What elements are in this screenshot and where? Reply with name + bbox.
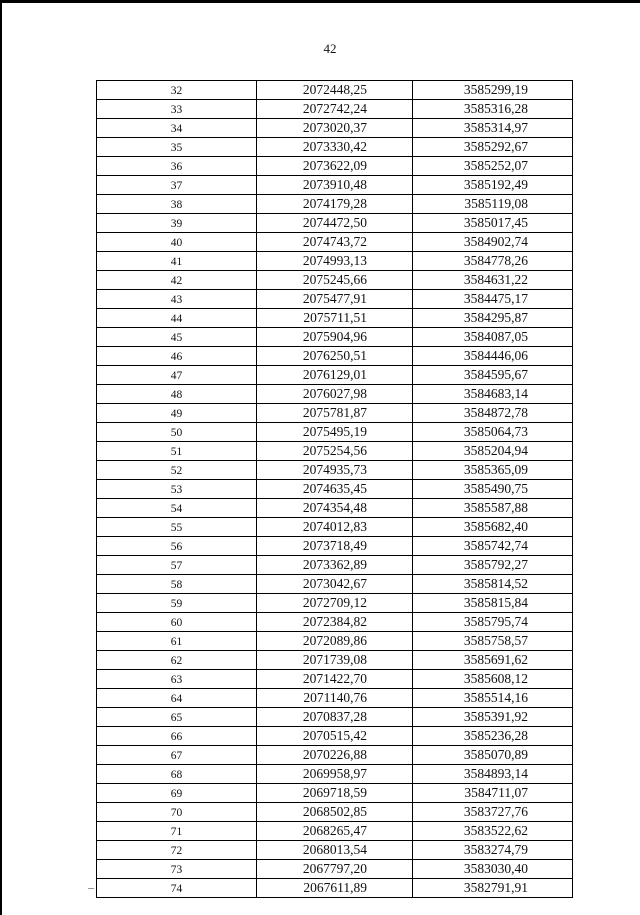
point-number-cell: 57 — [97, 556, 257, 575]
y-coordinate-cell: 3585795,74 — [413, 613, 573, 632]
y-coordinate-cell: 3584711,07 — [413, 784, 573, 803]
table-row — [97, 214, 573, 233]
y-coordinate-cell: 3584595,67 — [413, 366, 573, 385]
x-coordinate-cell: 2071140,76 — [257, 689, 413, 708]
x-coordinate-cell: 2076027,98 — [257, 385, 413, 404]
y-coordinate-cell: 3583274,79 — [413, 841, 573, 860]
y-coordinate-cell: 3585064,73 — [413, 423, 573, 442]
x-coordinate-cell: 2069958,97 — [257, 765, 413, 784]
point-number-cell: 44 — [97, 309, 257, 328]
y-coordinate-cell: 3584893,14 — [413, 765, 573, 784]
x-coordinate-cell: 2076250,51 — [257, 347, 413, 366]
y-coordinate-cell: 3585742,74 — [413, 537, 573, 556]
y-coordinate-cell: 3585316,28 — [413, 100, 573, 119]
table-row — [97, 385, 573, 404]
coordinates-table-body — [97, 81, 573, 898]
x-coordinate-cell: 2070226,88 — [257, 746, 413, 765]
point-number-cell: 35 — [97, 138, 257, 157]
table-row — [97, 366, 573, 385]
x-coordinate-cell: 2073042,67 — [257, 575, 413, 594]
y-coordinate-cell: 3584683,14 — [413, 385, 573, 404]
x-coordinate-cell: 2074472,50 — [257, 214, 413, 233]
point-number-cell: 65 — [97, 708, 257, 727]
table-row — [97, 100, 573, 119]
table-row — [97, 613, 573, 632]
table-row — [97, 841, 573, 860]
point-number-cell: 63 — [97, 670, 257, 689]
point-number-cell: 55 — [97, 518, 257, 537]
point-number-cell: 49 — [97, 404, 257, 423]
x-coordinate-cell: 2074993,13 — [257, 252, 413, 271]
x-coordinate-cell: 2069718,59 — [257, 784, 413, 803]
x-coordinate-cell: 2073718,49 — [257, 537, 413, 556]
table-row — [97, 784, 573, 803]
table-row — [97, 138, 573, 157]
x-coordinate-cell: 2070515,42 — [257, 727, 413, 746]
y-coordinate-cell: 3585608,12 — [413, 670, 573, 689]
scan-mark — [88, 888, 94, 889]
y-coordinate-cell: 3585514,16 — [413, 689, 573, 708]
point-number-cell: 50 — [97, 423, 257, 442]
point-number-cell: 33 — [97, 100, 257, 119]
table-row — [97, 404, 573, 423]
y-coordinate-cell: 3585119,08 — [413, 195, 573, 214]
y-coordinate-cell: 3583727,76 — [413, 803, 573, 822]
point-number-cell: 39 — [97, 214, 257, 233]
x-coordinate-cell: 2075711,51 — [257, 309, 413, 328]
table-row — [97, 442, 573, 461]
scan-top-edge — [0, 0, 640, 3]
table-row — [97, 328, 573, 347]
x-coordinate-cell: 2073622,09 — [257, 157, 413, 176]
table-row — [97, 271, 573, 290]
point-number-cell: 38 — [97, 195, 257, 214]
x-coordinate-cell: 2074012,83 — [257, 518, 413, 537]
y-coordinate-cell: 3585365,09 — [413, 461, 573, 480]
y-coordinate-cell: 3582791,91 — [413, 879, 573, 898]
y-coordinate-cell: 3585391,92 — [413, 708, 573, 727]
point-number-cell: 48 — [97, 385, 257, 404]
point-number-cell: 61 — [97, 632, 257, 651]
point-number-cell: 56 — [97, 537, 257, 556]
table-row — [97, 233, 573, 252]
table-row — [97, 556, 573, 575]
x-coordinate-cell: 2072709,12 — [257, 594, 413, 613]
point-number-cell: 34 — [97, 119, 257, 138]
table-row — [97, 480, 573, 499]
table-row — [97, 252, 573, 271]
point-number-cell: 46 — [97, 347, 257, 366]
y-coordinate-cell: 3585587,88 — [413, 499, 573, 518]
table-row — [97, 594, 573, 613]
table-row — [97, 765, 573, 784]
table-row — [97, 727, 573, 746]
y-coordinate-cell: 3583030,40 — [413, 860, 573, 879]
x-coordinate-cell: 2072384,82 — [257, 613, 413, 632]
x-coordinate-cell: 2072742,24 — [257, 100, 413, 119]
x-coordinate-cell: 2071739,08 — [257, 651, 413, 670]
table-row — [97, 518, 573, 537]
page-number: 42 — [323, 41, 337, 56]
point-number-cell: 71 — [97, 822, 257, 841]
point-number-cell: 47 — [97, 366, 257, 385]
table-row — [97, 860, 573, 879]
point-number-cell: 36 — [97, 157, 257, 176]
x-coordinate-cell: 2073910,48 — [257, 176, 413, 195]
table-row — [97, 157, 573, 176]
table-row — [97, 670, 573, 689]
y-coordinate-cell: 3584778,26 — [413, 252, 573, 271]
point-number-cell: 40 — [97, 233, 257, 252]
x-coordinate-cell: 2068013,54 — [257, 841, 413, 860]
table-row — [97, 822, 573, 841]
y-coordinate-cell: 3585682,40 — [413, 518, 573, 537]
point-number-cell: 74 — [97, 879, 257, 898]
y-coordinate-cell: 3585814,52 — [413, 575, 573, 594]
x-coordinate-cell: 2073362,89 — [257, 556, 413, 575]
point-number-cell: 32 — [97, 81, 257, 100]
point-number-cell: 54 — [97, 499, 257, 518]
y-coordinate-cell: 3585070,89 — [413, 746, 573, 765]
x-coordinate-cell: 2073020,37 — [257, 119, 413, 138]
table-row — [97, 176, 573, 195]
point-number-cell: 45 — [97, 328, 257, 347]
point-number-cell: 67 — [97, 746, 257, 765]
y-coordinate-cell: 3585490,75 — [413, 480, 573, 499]
table-row — [97, 708, 573, 727]
x-coordinate-cell: 2074743,72 — [257, 233, 413, 252]
x-coordinate-cell: 2070837,28 — [257, 708, 413, 727]
y-coordinate-cell: 3584872,78 — [413, 404, 573, 423]
y-coordinate-cell: 3584475,17 — [413, 290, 573, 309]
x-coordinate-cell: 2075477,91 — [257, 290, 413, 309]
point-number-cell: 52 — [97, 461, 257, 480]
point-number-cell: 43 — [97, 290, 257, 309]
y-coordinate-cell: 3585192,49 — [413, 176, 573, 195]
point-number-cell: 53 — [97, 480, 257, 499]
y-coordinate-cell: 3584446,06 — [413, 347, 573, 366]
x-coordinate-cell: 2067611,89 — [257, 879, 413, 898]
point-number-cell: 73 — [97, 860, 257, 879]
x-coordinate-cell: 2075254,56 — [257, 442, 413, 461]
table-row — [97, 81, 573, 100]
point-number-cell: 70 — [97, 803, 257, 822]
point-number-cell: 69 — [97, 784, 257, 803]
table-row — [97, 746, 573, 765]
table-row — [97, 499, 573, 518]
x-coordinate-cell: 2073330,42 — [257, 138, 413, 157]
point-number-cell: 72 — [97, 841, 257, 860]
y-coordinate-cell: 3584295,87 — [413, 309, 573, 328]
x-coordinate-cell: 2075904,96 — [257, 328, 413, 347]
point-number-cell: 42 — [97, 271, 257, 290]
table-row — [97, 347, 573, 366]
table-row — [97, 290, 573, 309]
x-coordinate-cell: 2072448,25 — [257, 81, 413, 100]
y-coordinate-cell: 3584902,74 — [413, 233, 573, 252]
point-number-cell: 68 — [97, 765, 257, 784]
table-row — [97, 575, 573, 594]
y-coordinate-cell: 3585204,94 — [413, 442, 573, 461]
table-row — [97, 879, 573, 898]
x-coordinate-cell: 2071422,70 — [257, 670, 413, 689]
x-coordinate-cell: 2075245,66 — [257, 271, 413, 290]
x-coordinate-cell: 2068265,47 — [257, 822, 413, 841]
x-coordinate-cell: 2067797,20 — [257, 860, 413, 879]
point-number-cell: 58 — [97, 575, 257, 594]
x-coordinate-cell: 2074179,28 — [257, 195, 413, 214]
y-coordinate-cell: 3584631,22 — [413, 271, 573, 290]
y-coordinate-cell: 3585252,07 — [413, 157, 573, 176]
table-row — [97, 803, 573, 822]
x-coordinate-cell: 2075781,87 — [257, 404, 413, 423]
table-row — [97, 537, 573, 556]
y-coordinate-cell: 3585236,28 — [413, 727, 573, 746]
table-row — [97, 423, 573, 442]
table-row — [97, 689, 573, 708]
x-coordinate-cell: 2068502,85 — [257, 803, 413, 822]
point-number-cell: 66 — [97, 727, 257, 746]
table-row — [97, 461, 573, 480]
table-row — [97, 119, 573, 138]
point-number-cell: 37 — [97, 176, 257, 195]
point-number-cell: 51 — [97, 442, 257, 461]
table-row — [97, 651, 573, 670]
x-coordinate-cell: 2076129,01 — [257, 366, 413, 385]
y-coordinate-cell: 3583522,62 — [413, 822, 573, 841]
y-coordinate-cell: 3584087,05 — [413, 328, 573, 347]
table-row — [97, 632, 573, 651]
x-coordinate-cell: 2075495,19 — [257, 423, 413, 442]
y-coordinate-cell: 3585292,67 — [413, 138, 573, 157]
y-coordinate-cell: 3585691,62 — [413, 651, 573, 670]
y-coordinate-cell: 3585017,45 — [413, 214, 573, 233]
point-number-cell: 64 — [97, 689, 257, 708]
y-coordinate-cell: 3585314,97 — [413, 119, 573, 138]
x-coordinate-cell: 2074935,73 — [257, 461, 413, 480]
x-coordinate-cell: 2072089,86 — [257, 632, 413, 651]
scan-left-edge — [0, 0, 2, 915]
x-coordinate-cell: 2074354,48 — [257, 499, 413, 518]
point-number-cell: 41 — [97, 252, 257, 271]
y-coordinate-cell: 3585299,19 — [413, 81, 573, 100]
point-number-cell: 62 — [97, 651, 257, 670]
table-row — [97, 309, 573, 328]
y-coordinate-cell: 3585758,57 — [413, 632, 573, 651]
table-row — [97, 195, 573, 214]
point-number-cell: 59 — [97, 594, 257, 613]
point-number-cell: 60 — [97, 613, 257, 632]
y-coordinate-cell: 3585815,84 — [413, 594, 573, 613]
y-coordinate-cell: 3585792,27 — [413, 556, 573, 575]
coordinates-table — [96, 80, 573, 898]
x-coordinate-cell: 2074635,45 — [257, 480, 413, 499]
